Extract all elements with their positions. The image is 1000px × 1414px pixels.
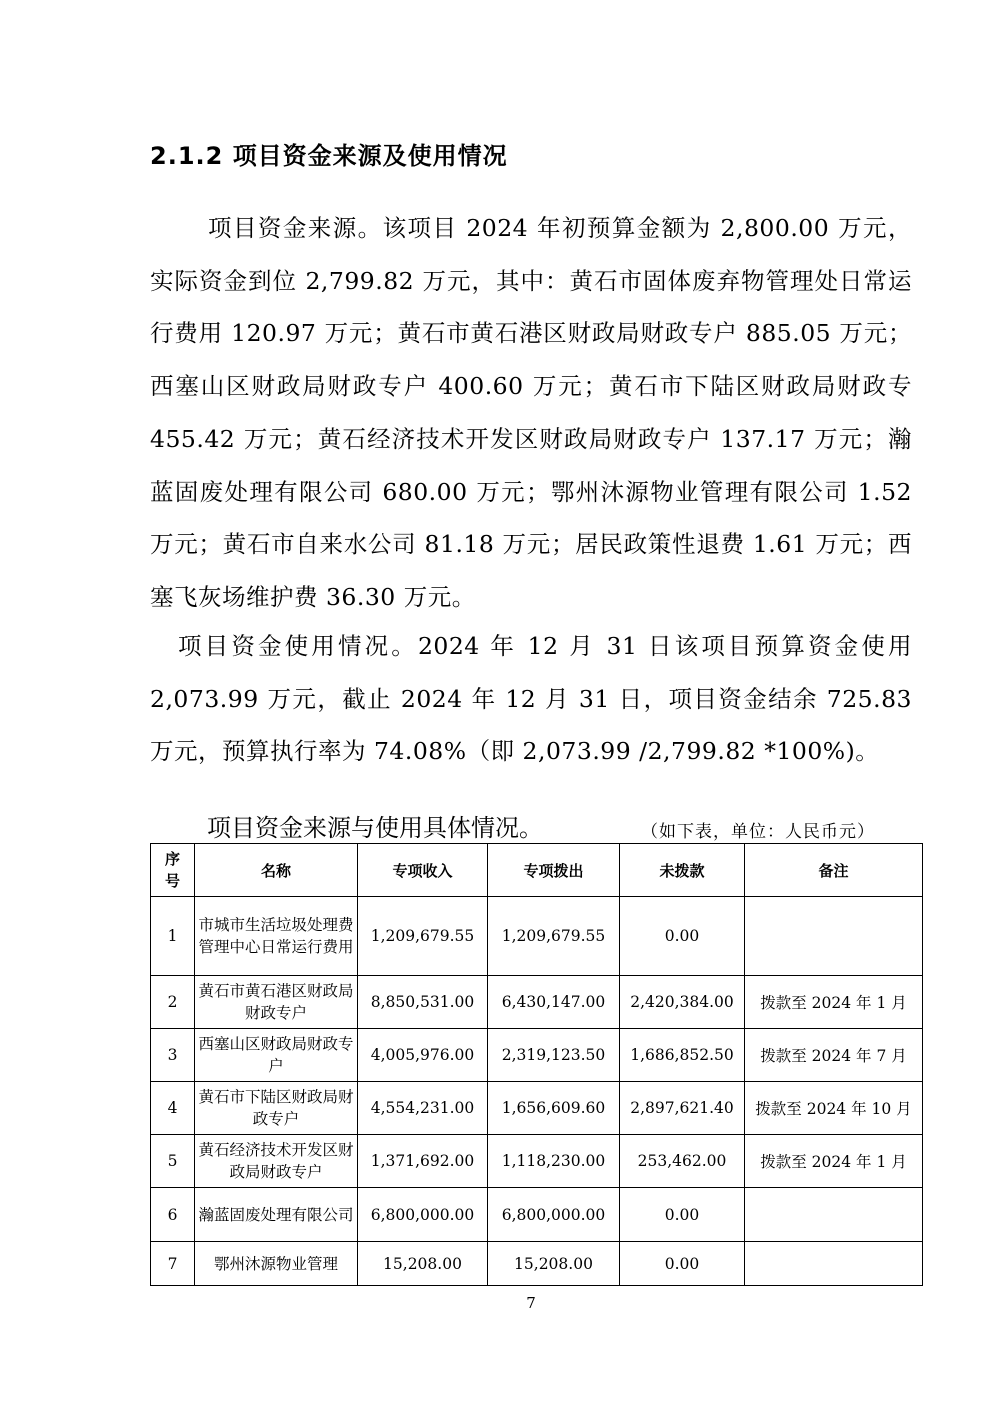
table-caption: 项目资金来源与使用具体情况。 xyxy=(207,814,543,842)
section-heading: 2.1.2 项目资金来源及使用情况 xyxy=(150,142,508,170)
row-name: 黄石市黄石港区财政局财政专户 xyxy=(195,976,358,1029)
funding-source-paragraph: 项目资金来源。该项目 2024 年初预算金额为 2,800.00 万元，实际资金到位 2,799.82 万元，其中：黄石市固体废弃物管理处日常运行费用 120.97 万元；黄石市黄石港区财政局财政专户 885.05 万元；西塞山区财政局财政专户 400.60 万元；黄石市下陆区财政局财政专 455.42 万元；黄石经济技术开发区财政局财政专户 137.17 万元；瀚蓝固废处理有限公司 680.00 万元；鄂州沐源物业管理有限公司 1.52 万元；黄石市自来水公司 81.18 万元；居民政策性退费 1.61 万元；西塞飞灰场维护费 36.30 万元。 xyxy=(150,214,912,611)
row-seq: 2 xyxy=(151,976,195,1029)
table-header-row xyxy=(151,844,923,897)
row-income: 4,005,976.00 xyxy=(358,1029,488,1082)
row-seq: 1 xyxy=(151,897,195,976)
row-undisbursed: 0.00 xyxy=(620,897,745,976)
table-row xyxy=(151,976,923,1029)
page-number: 7 xyxy=(526,1294,536,1312)
row-disbursed: 6,430,147.00 xyxy=(488,976,620,1029)
table-row xyxy=(151,1029,923,1082)
header-remark: 备注 xyxy=(745,844,923,897)
row-disbursed: 1,209,679.55 xyxy=(488,897,620,976)
row-income: 1,371,692.00 xyxy=(358,1135,488,1188)
row-seq: 5 xyxy=(151,1135,195,1188)
row-name: 黄石经济技术开发区财政局财政专户 xyxy=(195,1135,358,1188)
table-row xyxy=(151,897,923,976)
row-remark: 拨款至 2024 年 1 月 xyxy=(745,976,923,1029)
row-disbursed: 2,319,123.50 xyxy=(488,1029,620,1082)
row-disbursed: 6,800,000.00 xyxy=(488,1188,620,1242)
row-remark xyxy=(745,1188,923,1242)
row-remark: 拨款至 2024 年 1 月 xyxy=(745,1135,923,1188)
row-remark xyxy=(745,897,923,976)
row-income: 4,554,231.00 xyxy=(358,1082,488,1135)
row-income: 6,800,000.00 xyxy=(358,1188,488,1242)
row-name: 鄂州沐源物业管理 xyxy=(195,1242,358,1286)
header-name: 名称 xyxy=(195,844,358,897)
row-disbursed: 1,118,230.00 xyxy=(488,1135,620,1188)
row-income: 8,850,531.00 xyxy=(358,976,488,1029)
table-row xyxy=(151,1082,923,1135)
row-undisbursed: 0.00 xyxy=(620,1242,745,1286)
row-name: 西塞山区财政局财政专户 xyxy=(195,1029,358,1082)
row-undisbursed: 0.00 xyxy=(620,1188,745,1242)
row-income: 1,209,679.55 xyxy=(358,897,488,976)
funding-table xyxy=(150,843,923,1286)
header-undisbursed: 未拨款 xyxy=(620,844,745,897)
row-remark: 拨款至 2024 年 7 月 xyxy=(745,1029,923,1082)
header-disbursed: 专项拨出 xyxy=(488,844,620,897)
row-seq: 4 xyxy=(151,1082,195,1135)
row-name: 瀚蓝固废处理有限公司 xyxy=(195,1188,358,1242)
row-disbursed: 15,208.00 xyxy=(488,1242,620,1286)
row-undisbursed: 1,686,852.50 xyxy=(620,1029,745,1082)
table-row xyxy=(151,1188,923,1242)
row-income: 15,208.00 xyxy=(358,1242,488,1286)
unit-note: （如下表，单位：人民币元） xyxy=(641,822,875,842)
row-name: 市城市生活垃圾处理费管理中心日常运行费用 xyxy=(195,897,358,976)
table-row xyxy=(151,1135,923,1188)
row-undisbursed: 2,420,384.00 xyxy=(620,976,745,1029)
funding-usage-paragraph: 项目资金使用情况。2024 年 12 月 31 日该项目预算资金使用 2,073.99 万元，截止 2024 年 12 月 31 日，项目资金结余 725.83 万元，预算执行率为 74.08%（即 2,073.99 /2,799.82 *100%)。 xyxy=(150,632,912,766)
table-row xyxy=(151,1242,923,1286)
header-seq: 序号 xyxy=(151,844,195,897)
row-undisbursed: 253,462.00 xyxy=(620,1135,745,1188)
row-disbursed: 1,656,609.60 xyxy=(488,1082,620,1135)
row-name: 黄石市下陆区财政局财政专户 xyxy=(195,1082,358,1135)
row-seq: 3 xyxy=(151,1029,195,1082)
row-seq: 7 xyxy=(151,1242,195,1286)
header-income: 专项收入 xyxy=(358,844,488,897)
row-remark xyxy=(745,1242,923,1286)
row-undisbursed: 2,897,621.40 xyxy=(620,1082,745,1135)
row-remark: 拨款至 2024 年 10 月 xyxy=(745,1082,923,1135)
row-seq: 6 xyxy=(151,1188,195,1242)
